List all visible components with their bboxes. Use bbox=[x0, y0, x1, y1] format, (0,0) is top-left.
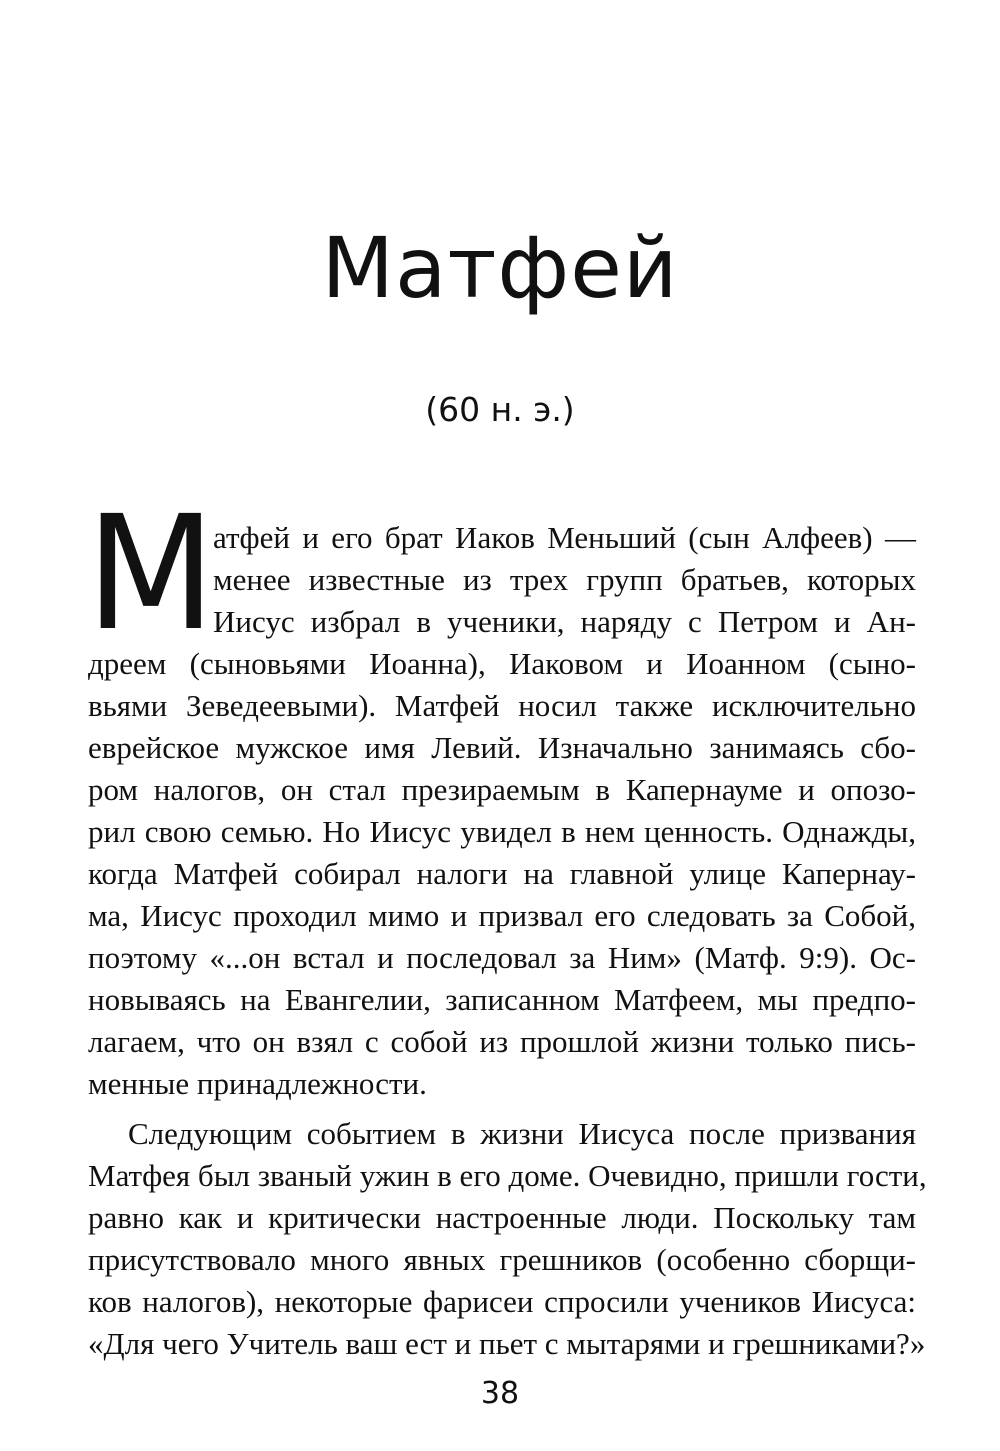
paragraph-2-line: присутствовало много явных грешников (особенно сборщи- bbox=[88, 1242, 916, 1277]
paragraph-2-line: равно как и критически настроенные люди. Поскольку там bbox=[88, 1200, 916, 1235]
paragraph-2-line: «Для чего Учитель ваш ест и пьет с мытарями и грешниками?» bbox=[88, 1326, 926, 1361]
paragraph-1-line: ма, Иисус проходил мимо и призвал его следовать за Собой, bbox=[88, 898, 916, 933]
paragraph-1-line: рил свою семью. Но Иисус увидел в нем ценность. Однажды, bbox=[88, 814, 916, 849]
paragraph-1-line: Иисус избрал в ученики, наряду с Петром и Ан- bbox=[213, 604, 916, 639]
paragraph-2-line: ков налогов), некоторые фарисеи спросили учеников Иисуса: bbox=[88, 1284, 916, 1319]
paragraph-1-line: вьями Зеведеевыми). Матфей носил также исключительно bbox=[88, 688, 916, 723]
paragraph-1-line: атфей и его брат Иаков Меньший (сын Алфеев) — bbox=[213, 520, 916, 555]
paragraph-2-line: Матфея был званый ужин в его доме. Очевидно, пришли гости, bbox=[88, 1158, 927, 1193]
paragraph-1-line: ром налогов, он стал презираемым в Капернауме и опозо- bbox=[88, 772, 916, 807]
paragraph-1-line: менные принадлежности. bbox=[88, 1066, 427, 1101]
page-number: 38 bbox=[480, 1376, 520, 1411]
paragraph-1-line: менее известные из трех групп братьев, которых bbox=[213, 562, 916, 597]
paragraph-1-line: новываясь на Евангелии, записанном Матфеем, мы предпо- bbox=[88, 982, 916, 1017]
drop-cap: М bbox=[86, 482, 216, 666]
paragraph-1-line: дреем (сыновьями Иоанна), Иаковом и Иоанном (сыно- bbox=[88, 646, 916, 681]
paragraph-1-line: лагаем, что он взял с собой из прошлой жизни только пись- bbox=[88, 1024, 916, 1059]
paragraph-1-line: когда Матфей собирал налоги на главной улице Капернау- bbox=[88, 856, 916, 891]
paragraph-1-line: поэтому «...он встал и последовал за Ним» (Матф. 9:9). Ос- bbox=[88, 940, 916, 975]
chapter-title: Матфей bbox=[321, 219, 679, 317]
paragraph-1-line: еврейское мужское имя Левий. Изначально занимаясь сбо- bbox=[88, 730, 916, 765]
chapter-date: (60 н. э.) bbox=[425, 390, 575, 429]
paragraph-2-line: Следующим событием в жизни Иисуса после призвания bbox=[128, 1116, 916, 1151]
